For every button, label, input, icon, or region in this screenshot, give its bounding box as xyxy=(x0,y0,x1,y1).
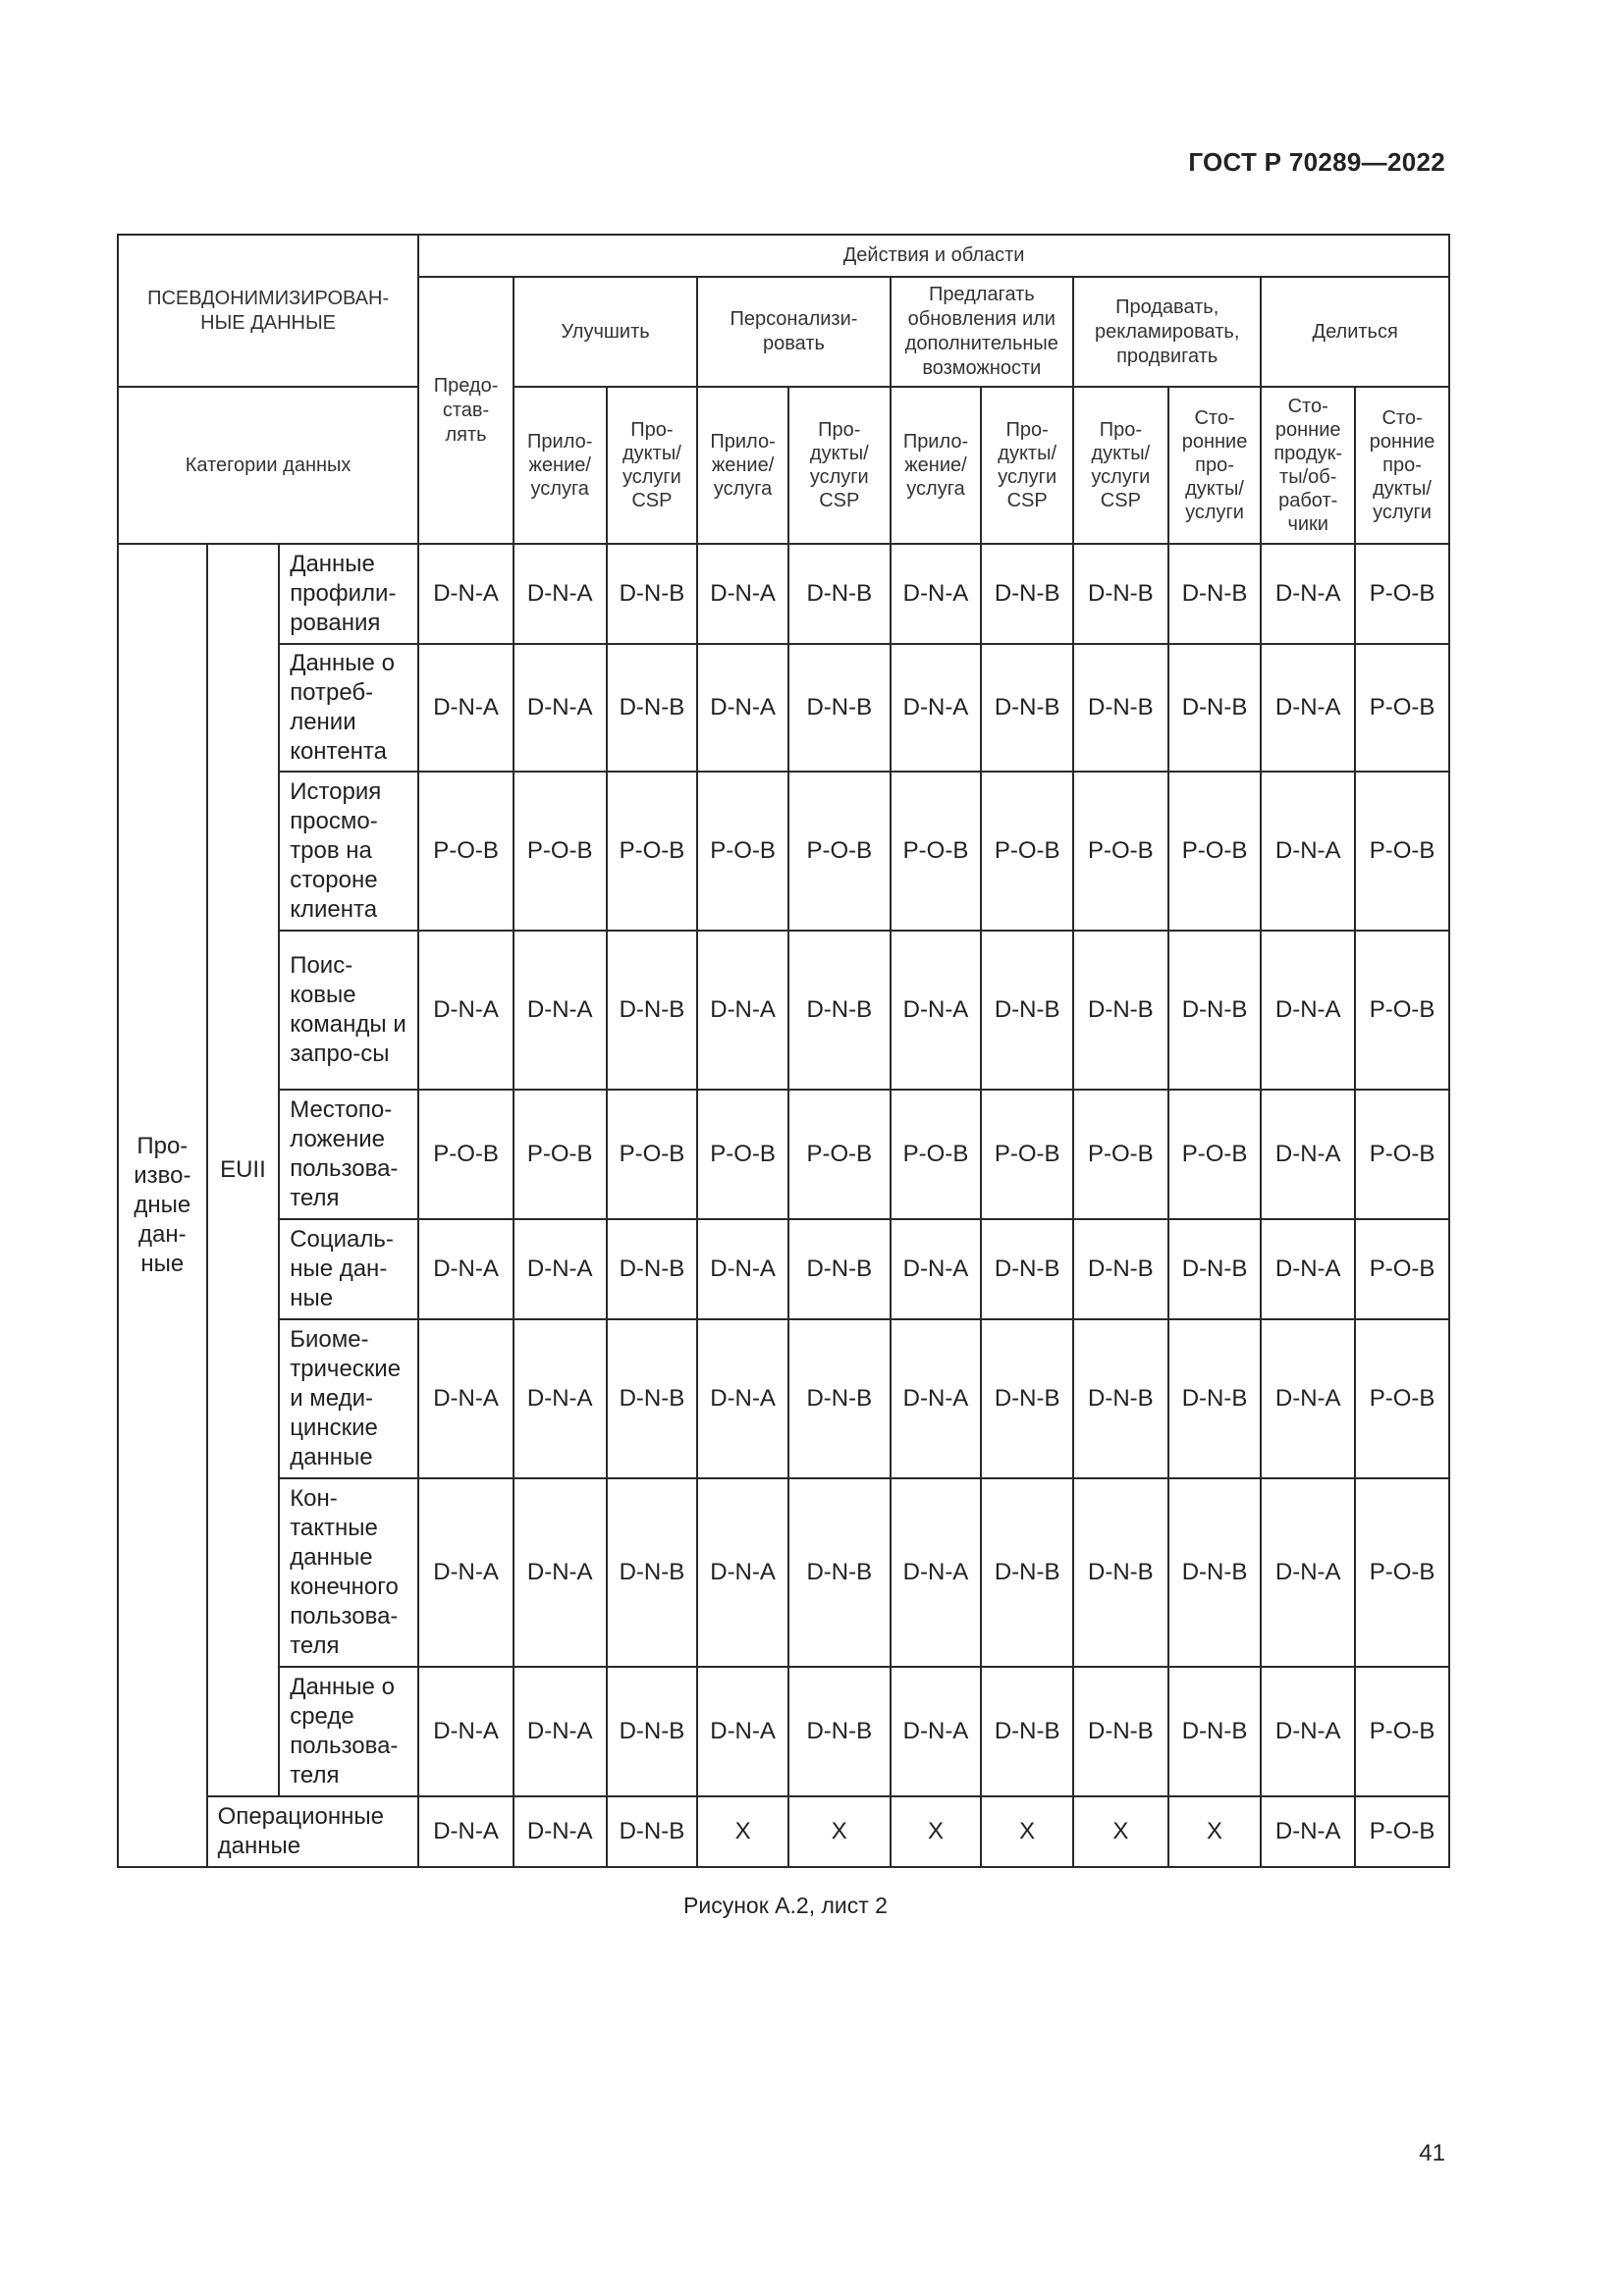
policy-code-cell: X xyxy=(697,1796,788,1867)
data-category-cell: Данные о потреб-лении контента xyxy=(279,644,418,772)
table-row-operational xyxy=(118,1796,1449,1867)
policy-code-cell: D-N-B xyxy=(981,931,1073,1090)
group-header-share: Делиться xyxy=(1261,277,1449,387)
policy-code-cell: D-N-A xyxy=(891,1219,982,1319)
group-header-sell-advertise: Продавать, рекламировать, продвигать xyxy=(1073,277,1261,387)
policy-code-cell: D-N-A xyxy=(1261,644,1355,772)
policy-code-cell: D-N-B xyxy=(1073,931,1168,1090)
policy-code-cell: D-N-B xyxy=(607,1667,698,1796)
data-category-cell: История просмо-тров на стороне клиента xyxy=(279,772,418,931)
policy-code-cell: P-O-B xyxy=(1355,1090,1449,1219)
policy-code-cell: D-N-A xyxy=(1261,1219,1355,1319)
table-row xyxy=(118,1319,1449,1478)
policy-code-cell: P-O-B xyxy=(514,772,607,931)
table-row xyxy=(118,931,1449,1090)
policy-code-cell: P-O-B xyxy=(418,1090,514,1219)
policy-code-cell: D-N-A xyxy=(418,931,514,1090)
policy-code-cell: D-N-B xyxy=(788,931,891,1090)
policy-code-cell: D-N-B xyxy=(607,1478,698,1667)
derived-data-group-label: Про-изво-дные дан-ные xyxy=(118,544,207,1867)
operational-data-label: Операционные данные xyxy=(207,1796,419,1867)
policy-code-cell: D-N-B xyxy=(1168,544,1262,644)
subcolumn-header: Сто-ронние про-дукты/ услуги xyxy=(1168,387,1262,544)
policy-code-cell: D-N-A xyxy=(697,1667,788,1796)
policy-code-cell: D-N-B xyxy=(1073,1667,1168,1796)
policy-code-cell: P-O-B xyxy=(981,772,1073,931)
policy-code-cell: X xyxy=(788,1796,891,1867)
subcolumn-header: Сто-ронние продук-ты/об-работ-чики xyxy=(1261,387,1355,544)
policy-code-cell: D-N-B xyxy=(607,1219,698,1319)
subcolumn-header: Про-дукты/ услуги CSP xyxy=(1073,387,1168,544)
subcolumn-header: Про-дукты/ услуги CSP xyxy=(607,387,698,544)
policy-code-cell: D-N-A xyxy=(514,1219,607,1319)
subcolumn-header: Прило-жение/ услуга xyxy=(891,387,982,544)
policy-code-cell: P-O-B xyxy=(697,772,788,931)
subcolumn-header: Прило-жение/ услуга xyxy=(697,387,788,544)
policy-code-cell: D-N-A xyxy=(891,1319,982,1478)
policy-code-cell: D-N-A xyxy=(418,1319,514,1478)
policy-code-cell: D-N-B xyxy=(607,544,698,644)
policy-code-cell: D-N-B xyxy=(788,1667,891,1796)
policy-code-cell: X xyxy=(891,1796,982,1867)
group-header-offer-updates: Предлагать обновления или дополнительные возможности xyxy=(891,277,1073,387)
policy-code-cell: D-N-B xyxy=(607,931,698,1090)
policy-code-cell: D-N-B xyxy=(1168,644,1262,772)
policy-code-cell: D-N-B xyxy=(1073,644,1168,772)
policy-code-cell: D-N-B xyxy=(607,644,698,772)
policy-code-cell: P-O-B xyxy=(418,772,514,931)
policy-code-cell: P-O-B xyxy=(697,1090,788,1219)
policy-code-cell: D-N-B xyxy=(788,1478,891,1667)
policy-code-cell: D-N-B xyxy=(788,1219,891,1319)
policy-code-cell: D-N-B xyxy=(788,644,891,772)
policy-code-cell: D-N-B xyxy=(1168,1667,1262,1796)
policy-code-cell: P-O-B xyxy=(514,1090,607,1219)
document-header: ГОСТ Р 70289—2022 xyxy=(1188,147,1445,177)
policy-code-cell: P-O-B xyxy=(1355,931,1449,1090)
policy-code-cell: D-N-B xyxy=(788,1319,891,1478)
table-row xyxy=(118,644,1449,772)
data-category-cell: Биоме-трические и меди-цинские данные xyxy=(279,1319,418,1478)
data-category-cell: Данные профили-рования xyxy=(279,544,418,644)
policy-code-cell: P-O-B xyxy=(891,772,982,931)
policy-code-cell: D-N-B xyxy=(981,544,1073,644)
data-category-cell: Кон-тактные данные конечного пользова-теля xyxy=(279,1478,418,1667)
policy-code-cell: D-N-B xyxy=(788,544,891,644)
actions-header: Действия и области xyxy=(418,235,1449,277)
policy-code-cell: P-O-B xyxy=(891,1090,982,1219)
policy-code-cell: P-O-B xyxy=(1073,772,1168,931)
policy-code-cell: D-N-B xyxy=(1168,1319,1262,1478)
policy-code-cell: D-N-A xyxy=(697,544,788,644)
group-header-improve: Улучшить xyxy=(514,277,697,387)
policy-code-cell: D-N-A xyxy=(418,1667,514,1796)
table-row xyxy=(118,1667,1449,1796)
subcolumn-header: Сто-ронние про-дукты/ услуги xyxy=(1355,387,1449,544)
data-category-cell: Данные о среде пользова-теля xyxy=(279,1667,418,1796)
policy-code-cell: P-O-B xyxy=(1355,1667,1449,1796)
policy-code-cell: D-N-A xyxy=(418,1796,514,1867)
policy-code-cell: D-N-A xyxy=(697,1319,788,1478)
data-category-cell: Поис-ковые команды и запро-сы xyxy=(279,931,418,1090)
policy-code-cell: P-O-B xyxy=(1355,544,1449,644)
policy-code-cell: D-N-B xyxy=(981,1667,1073,1796)
policy-code-cell: D-N-B xyxy=(1073,1319,1168,1478)
data-actions-matrix xyxy=(117,234,1450,1868)
policy-code-cell: D-N-A xyxy=(1261,1667,1355,1796)
policy-code-cell: P-O-B xyxy=(607,772,698,931)
policy-code-cell: P-O-B xyxy=(981,1090,1073,1219)
policy-code-cell: D-N-B xyxy=(1168,1478,1262,1667)
policy-code-cell: D-N-A xyxy=(514,1796,607,1867)
policy-code-cell: D-N-A xyxy=(697,644,788,772)
table-corner-title: ПСЕВДОНИМИЗИРОВАН-НЫЕ ДАННЫЕ xyxy=(118,235,418,387)
table-row xyxy=(118,1219,1449,1319)
policy-code-cell: D-N-A xyxy=(891,644,982,772)
policy-code-cell: D-N-B xyxy=(1073,1478,1168,1667)
table-row xyxy=(118,544,1449,644)
policy-code-cell: P-O-B xyxy=(607,1090,698,1219)
policy-code-cell: D-N-A xyxy=(1261,1319,1355,1478)
policy-code-cell: P-O-B xyxy=(788,772,891,931)
policy-code-cell: D-N-A xyxy=(1261,931,1355,1090)
data-categories-header: Категории данных xyxy=(118,387,418,544)
provide-header: Предо-став-лять xyxy=(418,277,514,544)
policy-code-cell: P-O-B xyxy=(1355,1219,1449,1319)
policy-code-cell: X xyxy=(1073,1796,1168,1867)
policy-code-cell: D-N-A xyxy=(697,1219,788,1319)
policy-code-cell: P-O-B xyxy=(1168,1090,1262,1219)
table-row xyxy=(118,1478,1449,1667)
policy-code-cell: D-N-B xyxy=(981,644,1073,772)
policy-code-cell: D-N-A xyxy=(514,931,607,1090)
policy-code-cell: D-N-B xyxy=(607,1796,698,1867)
policy-code-cell: D-N-B xyxy=(1168,931,1262,1090)
data-category-cell: Местопо-ложение пользова-теля xyxy=(279,1090,418,1219)
policy-code-cell: D-N-A xyxy=(418,1478,514,1667)
policy-code-cell: D-N-A xyxy=(514,544,607,644)
policy-code-cell: D-N-A xyxy=(1261,1090,1355,1219)
policy-code-cell: D-N-B xyxy=(1168,1219,1262,1319)
subcolumn-header: Прило-жение/ услуга xyxy=(514,387,607,544)
policy-code-cell: D-N-A xyxy=(418,544,514,644)
policy-code-cell: X xyxy=(1168,1796,1262,1867)
policy-code-cell: D-N-A xyxy=(891,544,982,644)
policy-code-cell: D-N-B xyxy=(981,1478,1073,1667)
policy-code-cell: D-N-B xyxy=(1073,544,1168,644)
table-row xyxy=(118,772,1449,931)
policy-code-cell: D-N-A xyxy=(514,1319,607,1478)
policy-code-cell: P-O-B xyxy=(1168,772,1262,931)
policy-code-cell: P-O-B xyxy=(788,1090,891,1219)
policy-code-cell: P-O-B xyxy=(1073,1090,1168,1219)
policy-code-cell: D-N-A xyxy=(1261,544,1355,644)
policy-code-cell: P-O-B xyxy=(1355,1319,1449,1478)
subcolumn-header: Про-дукты/ услуги CSP xyxy=(981,387,1073,544)
policy-code-cell: D-N-A xyxy=(891,1667,982,1796)
subcolumn-header: Про-дукты/ услуги CSP xyxy=(788,387,891,544)
policy-code-cell: D-N-A xyxy=(891,931,982,1090)
euii-group-label: EUII xyxy=(207,544,280,1796)
policy-code-cell: P-O-B xyxy=(1355,1478,1449,1667)
policy-code-cell: D-N-A xyxy=(891,1478,982,1667)
policy-code-cell: D-N-A xyxy=(418,644,514,772)
policy-code-cell: P-O-B xyxy=(1355,644,1449,772)
policy-code-cell: P-O-B xyxy=(1355,772,1449,931)
policy-code-cell: X xyxy=(981,1796,1073,1867)
policy-code-cell: D-N-A xyxy=(514,1667,607,1796)
policy-code-cell: D-N-A xyxy=(514,644,607,772)
group-header-personalize: Персонализи-ровать xyxy=(697,277,890,387)
page-number: 41 xyxy=(1419,2140,1445,2166)
policy-code-cell: D-N-A xyxy=(1261,1478,1355,1667)
policy-code-cell: D-N-A xyxy=(697,1478,788,1667)
policy-code-cell: P-O-B xyxy=(1355,1796,1449,1867)
policy-code-cell: D-N-B xyxy=(1073,1219,1168,1319)
table-row xyxy=(118,1090,1449,1219)
policy-code-cell: D-N-A xyxy=(514,1478,607,1667)
policy-code-cell: D-N-A xyxy=(1261,1796,1355,1867)
policy-code-cell: D-N-B xyxy=(981,1219,1073,1319)
figure-caption: Рисунок А.2, лист 2 xyxy=(683,1893,888,1918)
policy-code-cell: D-N-B xyxy=(981,1319,1073,1478)
policy-code-cell: D-N-A xyxy=(418,1219,514,1319)
data-category-cell: Социаль-ные дан-ные xyxy=(279,1219,418,1319)
policy-code-cell: D-N-A xyxy=(697,931,788,1090)
policy-code-cell: D-N-B xyxy=(607,1319,698,1478)
policy-code-cell: D-N-A xyxy=(1261,772,1355,931)
